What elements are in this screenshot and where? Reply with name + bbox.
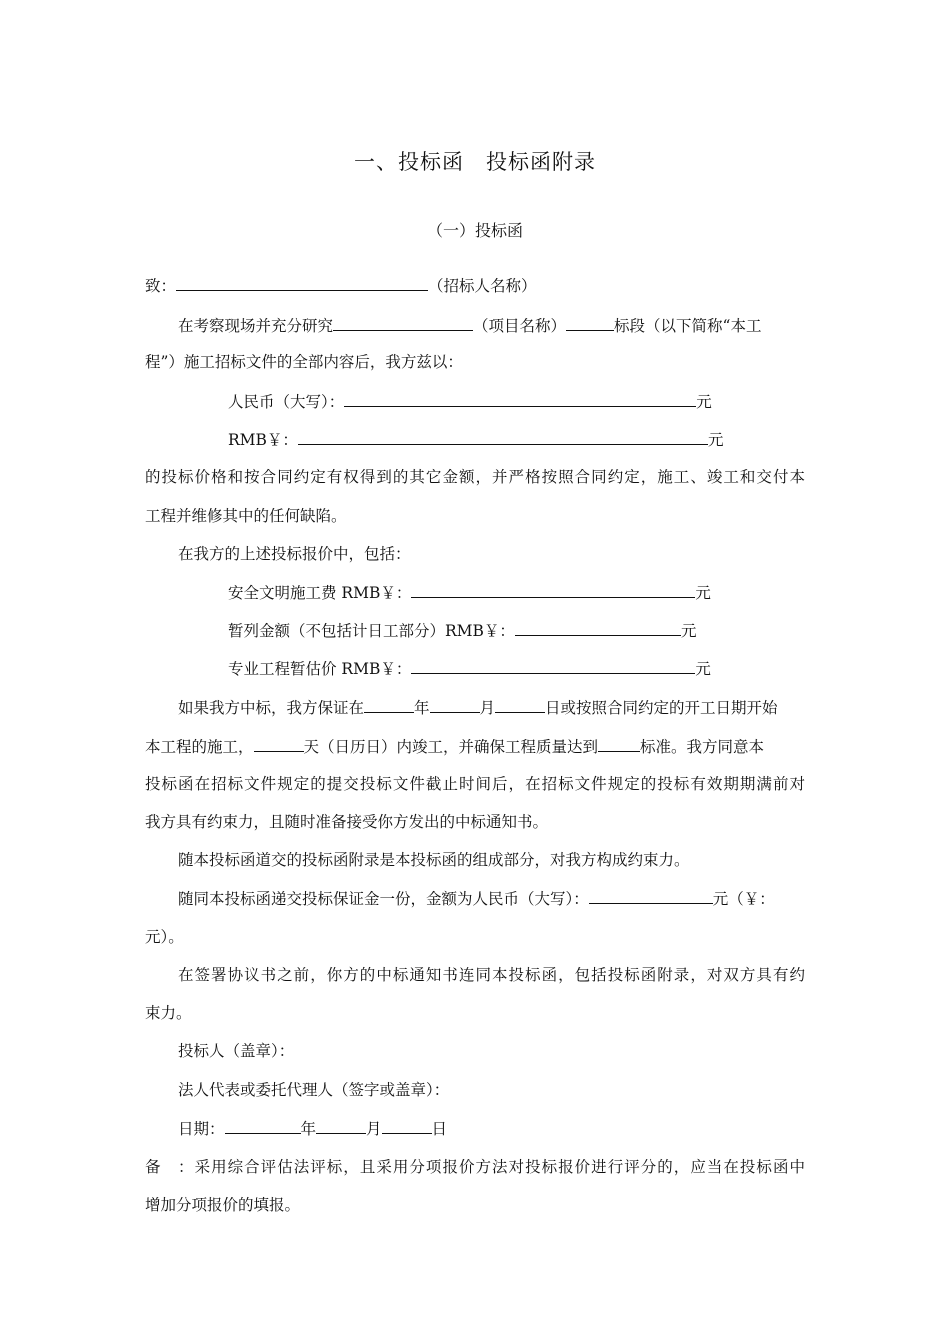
recipient-prefix: 致： [145, 277, 177, 295]
fee-specialist-label: 专业工程暂估价 RMB￥： [228, 660, 412, 678]
fee-provisional-blank[interactable] [515, 620, 681, 636]
guarantee-line-1 [178, 697, 778, 718]
recipient-suffix: （招标人名称） [428, 277, 537, 295]
intro-text-c: 标段（以下简称“本工 [614, 317, 762, 335]
date-year: 年 [300, 1120, 317, 1138]
fee-provisional-line [228, 620, 696, 641]
bond-text-a: 随同本投标函递交投标保证金一份，金额为人民币（大写）： [178, 890, 589, 908]
note-line-2: 增加分项报价的填报。 [145, 1196, 301, 1214]
bidder-seal-label: 投标人（盖章）： [178, 1042, 295, 1060]
date-year-blank[interactable] [225, 1118, 301, 1134]
note-line-1: 备 ：采用综合评估法评标，且采用分项报价方法对投标报价进行评分的，应当在投标函中 [145, 1158, 805, 1176]
guarantee-year: 年 [414, 699, 430, 717]
appendix-line: 随本投标函道交的投标函附录是本投标函的组成部分，对我方构成约束力。 [178, 851, 690, 869]
fee-specialist-unit: 元 [695, 660, 711, 678]
intro-line-1 [178, 315, 761, 336]
duration-days-blank[interactable] [254, 736, 304, 752]
start-year-blank[interactable] [364, 697, 414, 713]
amount-upper-blank[interactable] [344, 391, 696, 407]
recipient-name-blank[interactable] [176, 275, 428, 291]
bond-text-b: 元（￥： [712, 890, 775, 908]
guarantee-text-d: 天（日历日）内竣工，并确保工程质量达到 [303, 738, 599, 756]
bond-amount-blank[interactable] [589, 888, 713, 904]
includes-line: 在我方的上述投标报价中，包括： [178, 545, 411, 563]
amount-rmb-unit: 元 [707, 431, 724, 449]
amount-upper-label: 人民币（大写）： [228, 393, 345, 411]
recipient-line [145, 275, 537, 296]
date-day: 日 [431, 1120, 448, 1138]
fee-specialist-blank[interactable] [411, 658, 695, 674]
guarantee-month: 月 [479, 699, 496, 717]
fee-safety-line [228, 582, 711, 603]
fee-safety-blank[interactable] [411, 582, 695, 598]
guarantee-line-3: 投标函在招标文件规定的提交投标文件截止时间后，在招标文件规定的投标有效期期满前对 [145, 775, 805, 793]
fee-provisional-unit: 元 [680, 622, 697, 640]
intro-text-a: 在考察现场并充分研究 [178, 317, 334, 335]
start-day-blank[interactable] [495, 697, 545, 713]
amount-upper-unit: 元 [696, 393, 712, 411]
amount-rmb-blank[interactable] [298, 429, 708, 445]
amount-rmb-line [228, 429, 723, 450]
date-month: 月 [366, 1120, 382, 1138]
section-blank[interactable] [566, 315, 614, 331]
date-label: 日期： [178, 1120, 225, 1138]
guarantee-text-c: 本工程的施工， [145, 738, 254, 756]
intro-line-2: 程”）施工招标文件的全部内容后，我方兹以： [145, 353, 463, 371]
fee-safety-unit: 元 [695, 584, 711, 602]
project-name-blank[interactable] [333, 315, 473, 331]
date-day-blank[interactable] [382, 1118, 432, 1134]
date-line [178, 1118, 447, 1139]
guarantee-text-b: 日或按照合同约定的开工日期开始 [545, 699, 778, 717]
fee-specialist-line [228, 658, 711, 679]
fee-safety-label: 安全文明施工费 RMB￥： [228, 584, 412, 602]
binding-line-1: 在签署协议书之前，你方的中标通知书连同本投标函，包括投标函附录，对双方具有约 [178, 966, 805, 984]
guarantee-text-a: 如果我方中标，我方保证在 [178, 699, 365, 717]
bond-line-2: 元）。 [145, 928, 184, 946]
amount-upper-line [228, 391, 712, 412]
amount-rmb-label: RMB￥： [228, 431, 298, 449]
bond-line-1 [178, 888, 775, 909]
binding-line-2: 束力。 [145, 1004, 192, 1022]
price-line-1: 的投标价格和按合同约定有权得到的其它金额，并严格按照合同约定，施工、竣工和交付本 [145, 468, 805, 486]
price-line-2: 工程并维修其中的任何缺陷。 [145, 507, 347, 525]
fee-provisional-label: 暂列金额（不包括计日工部分）RMB￥： [228, 622, 515, 640]
page-title: 一、投标函 投标函附录 [354, 150, 596, 174]
section-subtitle: （一）投标函 [426, 221, 523, 240]
guarantee-line-2 [145, 736, 764, 757]
quality-standard-blank[interactable] [598, 736, 640, 752]
date-month-blank[interactable] [316, 1118, 366, 1134]
guarantee-text-e: 标准。我方同意本 [640, 738, 765, 756]
representative-label: 法人代表或委托代理人（签字或盖章）： [178, 1081, 450, 1099]
start-month-blank[interactable] [430, 697, 480, 713]
intro-text-b: （项目名称） [473, 317, 567, 335]
guarantee-line-4: 我方具有约束力，且随时准备接受你方发出的中标通知书。 [145, 813, 549, 831]
